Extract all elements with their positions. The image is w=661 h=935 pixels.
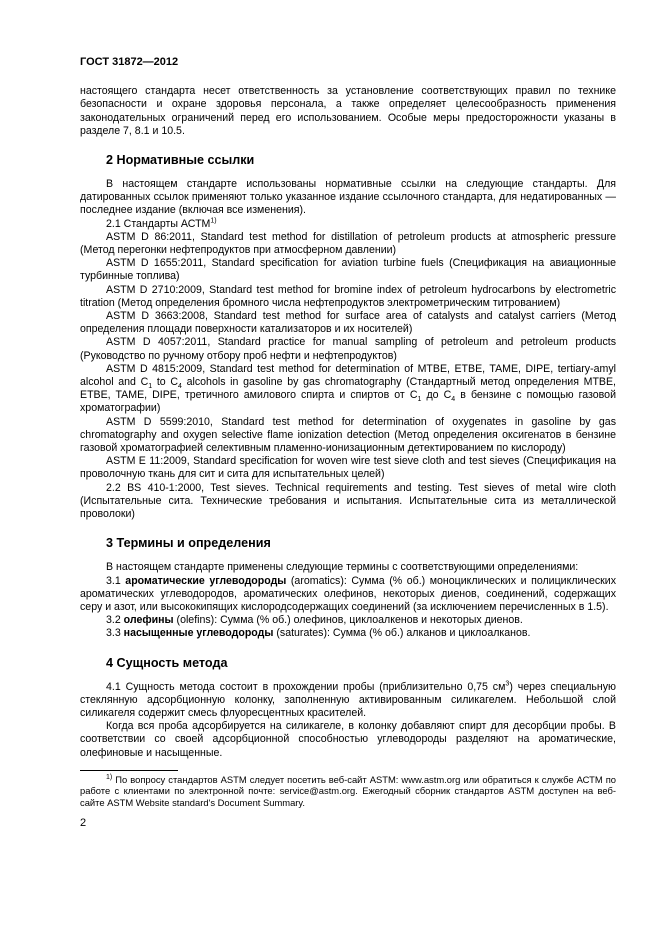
term-name: насыщенные углеводороды bbox=[123, 627, 274, 640]
reference-item: 2.2 BS 410-1:2000, Test sieves. Technical requirements and testing. Test sieves of metal wire cloth (Испытательные сита. Технические требования и испытания. Испытательные сита из металлической проволоки) bbox=[80, 481, 616, 521]
page-number: 2 bbox=[80, 816, 87, 829]
reference-item: ASTM D 86:2011, Standard test method for distillation of petroleum products at atmospheric pressure (Метод перегонки нефтепродуктов при атмосферном давлении) bbox=[80, 230, 616, 257]
term-name: ароматические углеводороды bbox=[125, 574, 287, 587]
footnote-mark: 1) bbox=[106, 773, 113, 781]
term-name: олефины bbox=[123, 614, 174, 627]
document-page bbox=[80, 56, 616, 830]
reference-item: ASTM D 4057:2011, Standard practice for manual sampling of petroleum and petroleum products (Руководство по ручному отбору проб нефти и нефтепродуктов) bbox=[80, 336, 616, 362]
reference-item: ASTM D 2710:2009, Standard test method for bromine index of petroleum hydrocarbons by electrometric titration (Метод определения бромного числа нефтепродуктов электрометрическим титрованием) bbox=[80, 283, 616, 309]
reference-item: ASTM D 1655:2011, Standard specification for aviation turbine fuels (Спецификация на авиационные турбинные топлива) bbox=[80, 257, 616, 283]
section-4-paragraph: 4.1 Сущность метода состоит в прохождении пробы (приблизительно 0,75 $см^3$) через специальную стеклянную адсорбционную колонку, заполненную активированным силикагелем. Небольшой слой силикагеля содержит смесь флуоресцентных красителей. bbox=[80, 679, 616, 719]
section-3-paragraph: В настоящем стандарте применены следующие термины с соответствующими определениями: bbox=[106, 561, 579, 574]
term-definition: 3.2 олефины (olefins): Сумма (% об.) олефинов, циклоалкенов и некоторых диенов. bbox=[106, 614, 523, 627]
reference-item: ASTM D 3663:2008, Standard test method for surface area of catalysts and catalyst carriers (Метод определения площади поверхности катализаторов и их носителей) bbox=[80, 310, 616, 336]
document-header: ГОСТ 31872—2012 bbox=[80, 56, 179, 68]
term-definition: 3.1 ароматические углеводороды (aromatics): Сумма (% об.) моноциклических и полициклических ароматических углеводородов, ароматических олефинов, некоторых диенов, соединений, содержащих серу и азот, или высококипящих кислородсодержащих соединений (за исключением перечисленных в 1.5). bbox=[80, 574, 616, 613]
astm-heading-text: 2.1 Стандарты АСТМ bbox=[106, 217, 211, 230]
astm-standards-heading bbox=[80, 218, 616, 231]
section-4-title: 4 Сущность метода bbox=[106, 655, 228, 670]
reference-item: ASTM E 11:2009, Standard specification for woven wire test sieve cloth and test sieves (Спецификация на проволочную ткань для сит и сита для испытательных целей) bbox=[80, 455, 616, 481]
reference-item: ASTM D 5599:2010, Standard test method for determination of oxygenates in gasoline by gas chromatography and oxygen selective flame ionization detection (Метод определения оксигенатов в бензине газовой хроматографией селективным пламенно-ионизационным детектированием по кислороду) bbox=[80, 415, 616, 455]
section-2-paragraph: В настоящем стандарте использованы нормативные ссылки на следующие стандарты. Для датированных ссылок применяют только указанное издание ссылочного стандарта, для недатированных — последнее издание (включая все изменения). bbox=[80, 178, 616, 217]
footnote-divider bbox=[80, 770, 178, 771]
footnote-ref: 1) bbox=[210, 217, 217, 225]
reference-item: ASTM D 4815:2009, Standard test method for determination of MTBE, ETBE, TAME, DIPE, tertiary-amyl alcohol and $C_1$ to $C_4$ alcohols in gasoline by gas chromatography (Стандартный метод определения MTBE, ETBE, TAME, DIPE, третичного амилового спирта и спиртов от $С_1$ до $С_4$ в бензине с помощью газовой хроматографии) bbox=[80, 362, 616, 415]
section-4-paragraph: Когда вся проба адсорбируется на силикагеле, в колонку добавляют спирт для десорбции пробы. В соответствии со своей адсорбционной способностью углеводороды разделяют на ароматические, олефиновые и насыщенные. bbox=[80, 720, 616, 759]
section-2-title: 2 Нормативные ссылки bbox=[106, 153, 255, 168]
section-3-title: 3 Термины и определения bbox=[106, 536, 271, 551]
intro-paragraph: настоящего стандарта несет ответственность за установление соответствующих правил по технике безопасности и охране здоровья персонала, а также определяет целесообразность применения законодательных ограничений перед его использованием. Особые меры предосторожности указаны в разделе 7, 8.1 и 10.5. bbox=[80, 85, 616, 137]
term-definition: 3.3 насыщенные углеводороды (saturates): Сумма (% об.) алканов и циклоалканов. bbox=[106, 627, 531, 640]
footnote: $^{1)}$ По вопросу стандартов ASTM следует посетить веб-сайт ASTM: www.astm.org или обратиться к службе АСТМ по работе с клиентами по электронной почте: service@astm.org. Ежегодный сборник стандартов ASTM доступен на веб-сайте ASTM Website standard's Document Summary. bbox=[80, 773, 616, 808]
